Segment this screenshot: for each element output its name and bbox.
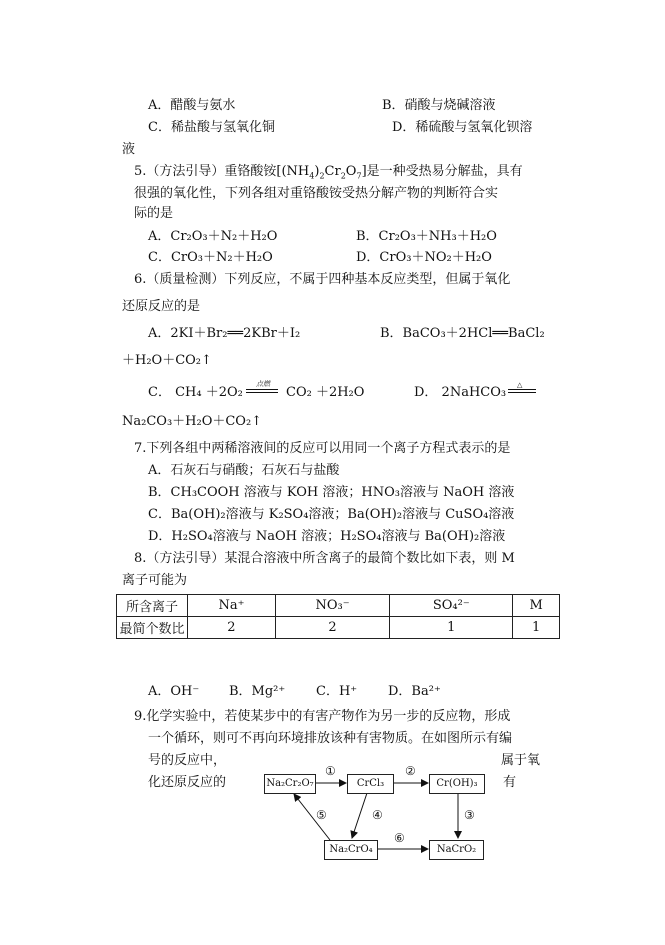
q7-option-b: B．CH₃COOH 溶液与 KOH 溶液；HNO₃溶液与 NaOH 溶液 <box>148 485 515 500</box>
q9-stem-line-3-right: 属于氧 <box>501 753 541 768</box>
q7-option-a: A．石灰石与硝酸；石灰石与盐酸 <box>148 463 340 478</box>
q9-stem-line-2: 一个循环，则可不再向环境排放该种有害物质。在如图所示有编 <box>148 731 513 746</box>
q9-stem-line-3-left: 号的反应中， <box>148 753 227 768</box>
q6-option-d-left: D． 2NaHCO₃ <box>414 385 507 400</box>
node-na2cro4: Na₂CrO₄ <box>324 840 378 860</box>
q4-option-b: B．硝酸与烧碱溶液 <box>382 98 496 113</box>
node-cr-oh-3: Cr(OH)₃ <box>429 774 485 794</box>
q4-option-d-continuation: 液 <box>122 142 136 157</box>
table-cell: 最简个数比 <box>117 617 188 639</box>
step-label-3: ③ <box>464 808 475 822</box>
table-cell: 2 <box>275 617 389 639</box>
q8-stem-line-1: 8.（方法引导）某混合溶液中所含离子的最简个数比如下表，则 M <box>134 551 515 566</box>
q6-stem-line-1: 6.（质量检测）下列反应，不属于四种基本反应类型，但属于氧化 <box>134 272 511 287</box>
q6-option-c-condition: 点燃 <box>256 380 270 388</box>
q9-stem-line-4-right: 有 <box>503 775 517 790</box>
q5-option-b: B．Cr₂O₃＋NH₃＋H₂O <box>356 229 497 244</box>
q8-option-a: A．OH⁻ <box>148 684 200 699</box>
q6-option-d-condition: △ <box>517 381 523 389</box>
step-label-6: ⑥ <box>394 831 405 845</box>
q4-option-c: C．稀盐酸与氢氧化铜 <box>148 120 275 135</box>
table-header-cell: 所含离子 <box>117 595 188 617</box>
q9-stem-line-1: 9.化学实验中，若使某步中的有害产物作为另一步的反应物，形成 <box>134 709 511 724</box>
q7-option-d: D．H₂SO₄溶液与 NaOH 溶液；H₂SO₄溶液与 Ba(OH)₂溶液 <box>148 529 506 544</box>
q9-stem-line-4-left: 化还原反应的 <box>148 775 227 790</box>
node-crcl3: CrCl₃ <box>347 774 394 794</box>
q6-option-d-continuation: Na₂CO₃＋H₂O＋CO₂↑ <box>122 414 263 429</box>
q4-option-d: D．稀硫酸与氢氧化钡溶 <box>392 120 533 135</box>
node-nacro2: NaCrO₂ <box>429 840 484 860</box>
table-header-cell: NO₃⁻ <box>275 595 389 617</box>
table-header-cell: M <box>513 595 560 617</box>
q6-stem-line-2: 还原反应的是 <box>122 299 201 314</box>
table-cell: 2 <box>188 617 276 639</box>
q6-option-b: B．BaCO₃＋2HCl══BaCl₂ <box>380 326 545 341</box>
q6-option-c-right: CO₂ ＋2H₂O <box>286 385 365 400</box>
table-header-cell: SO₄²⁻ <box>390 595 513 617</box>
step-label-2: ② <box>405 764 416 778</box>
q8-option-d: D．Ba²⁺ <box>388 684 441 699</box>
q5-stem-line-2: 很强的氧化性，下列各组对重铬酸铵受热分解产物的判断符合实 <box>134 186 499 201</box>
q5-option-d: D．CrO₃＋NO₂＋H₂O <box>356 250 492 265</box>
arrow-step-4 <box>352 793 367 838</box>
q6-option-a: A．2KI＋Br₂══2KBr＋I₂ <box>148 326 301 341</box>
step-label-4: ④ <box>372 808 383 822</box>
table-cell: 1 <box>390 617 513 639</box>
q6-option-b-continuation: ＋H₂O＋CO₂↑ <box>122 353 212 368</box>
table-cell: 1 <box>513 617 560 639</box>
q5-option-a: A．Cr₂O₃＋N₂＋H₂O <box>148 229 278 244</box>
q7-stem: 7.下列各组中两稀溶液间的反应可以用同一个离子方程式表示的是 <box>134 441 511 456</box>
q5-stem-line-3: 际的是 <box>134 206 174 221</box>
q4-option-a: A．醋酸与氨水 <box>148 98 236 113</box>
q5-option-c: C．CrO₃＋N₂＋H₂O <box>148 250 273 265</box>
q5-stem-line-1: 5.（方法引导）重铬酸铵$[(NH_4)_2Cr_2O_7]$是一种受热易分解盐，具有 <box>134 164 523 181</box>
table-header-cell: Na⁺ <box>188 595 276 617</box>
q8-stem-line-2: 离子可能为 <box>122 573 188 588</box>
node-na2cr2o7: Na₂Cr₂O₇ <box>264 774 316 794</box>
q8-option-c: C．H⁺ <box>316 684 358 699</box>
step-label-5: ⑤ <box>316 808 327 822</box>
q8-option-b: B．Mg²⁺ <box>229 684 286 699</box>
step-label-1: ① <box>325 764 336 778</box>
q7-option-c: C．Ba(OH)₂溶液与 K₂SO₄溶液；Ba(OH)₂溶液与 CuSO₄溶液 <box>148 507 515 522</box>
q6-option-c-left: C． CH₄ ＋2O₂ <box>148 385 243 400</box>
